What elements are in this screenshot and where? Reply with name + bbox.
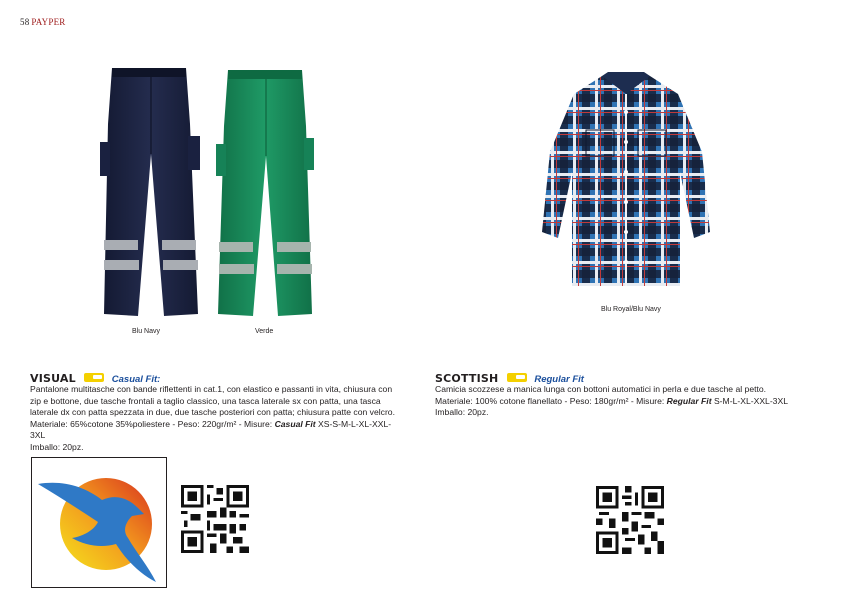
qr-code-scottish-icon <box>596 486 664 554</box>
materials-line: Materiale: 100% cotone flanellato - Peso: 180gr/m² - Misure: Regular Fit S-M-L-XL-XXL-3XL <box>435 395 788 406</box>
materials-sizes: S-M-L-XL-XXL-3XL <box>713 395 788 406</box>
product-description-visual <box>30 384 400 453</box>
fit-label: Regular Fit <box>534 374 584 385</box>
product-title: SCOTTISH <box>435 372 499 385</box>
company-logo <box>31 457 167 588</box>
materials-fit: Casual Fit <box>274 418 316 429</box>
qr-code-visual-icon <box>181 485 249 553</box>
product-title: VISUAL <box>30 372 76 385</box>
materials-fit: Regular Fit <box>666 395 712 406</box>
product-description-scottish <box>435 384 815 419</box>
page-header <box>20 17 65 27</box>
description-line: zip e bottone, due tasche frontali a taglio classico, una tasca laterale sx con patta, una tasca <box>30 395 381 406</box>
packaging-line: Imballo: 20pz. <box>435 407 489 417</box>
variant-label-green: Verde <box>255 328 274 335</box>
description-line: Pantalone multitasche con bande riflettenti in cat.1, con elastico e passanti in vita, chiusura con <box>30 384 393 394</box>
fit-badge-icon <box>507 373 527 382</box>
page-number: 58 <box>20 17 30 27</box>
variant-label-navy: Blu Navy <box>132 328 161 335</box>
variant-label-shirt: Blu Royal/Blu Navy <box>601 306 661 313</box>
materials-sizes: XS-S-M-L-XL-XXL-3XL <box>30 418 392 440</box>
trousers-navy-image <box>98 64 204 322</box>
materials-line: Materiale: 65%cotone 35%poliestere - Peso: 220gr/m² - Misure: Casual Fit XS-S-M-L-XL-XXL-3XL <box>30 418 392 440</box>
bird-sun-logo-icon <box>32 458 165 586</box>
shirt-plaid-image <box>538 72 714 290</box>
description-line: laterale dx con patta spezzata in due, due tasche posteriori con patta; chiusura patte con velcro. <box>30 407 395 417</box>
trousers-green-image <box>212 66 318 322</box>
packaging-line: Imballo: 20pz. <box>30 441 84 452</box>
description-line: Camicia scozzese a manica lunga con bottoni automatici in perla e due tasche al petto. <box>435 384 767 394</box>
fit-label: Casual Fit: <box>111 374 161 385</box>
fit-badge-icon <box>84 373 104 382</box>
brand-name: PAYPER <box>31 17 66 27</box>
